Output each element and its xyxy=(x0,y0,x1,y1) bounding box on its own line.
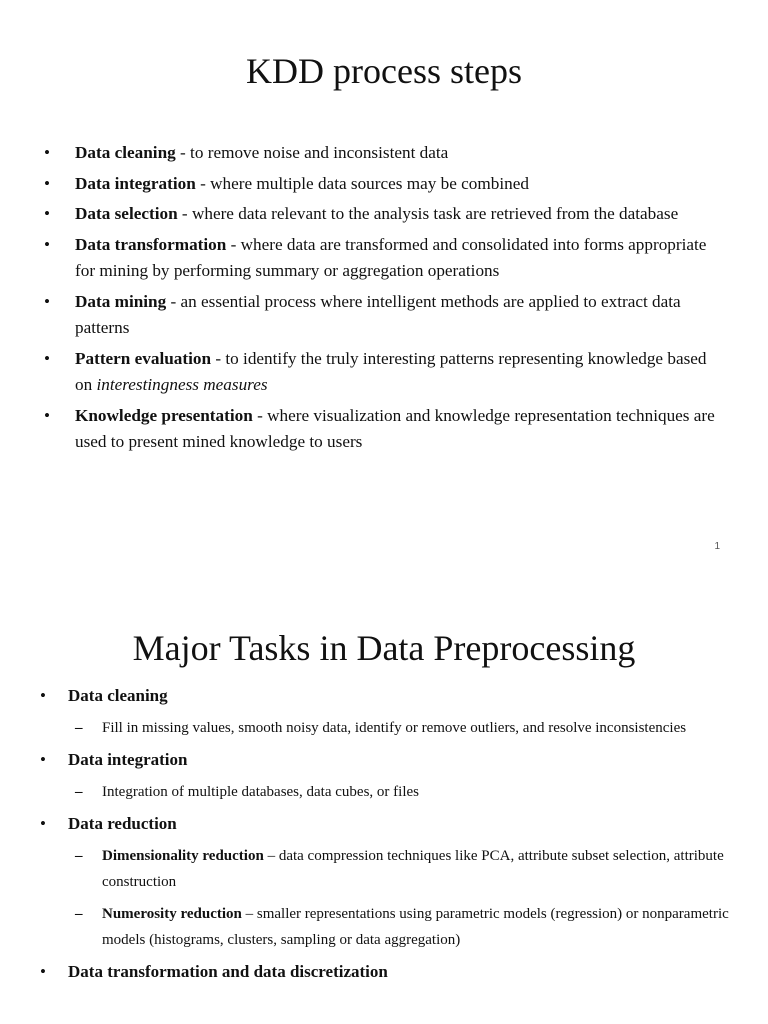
step-term: Data cleaning xyxy=(75,143,176,162)
task-item xyxy=(0,747,768,805)
bullet-icon: • xyxy=(44,291,51,311)
bullet-icon: • xyxy=(44,405,51,425)
kdd-steps-list xyxy=(0,140,768,460)
task-label: Data cleaning xyxy=(68,686,168,705)
step-term: Knowledge presentation xyxy=(75,405,253,425)
subtask-item xyxy=(68,843,748,895)
list-item xyxy=(0,201,768,228)
bullet-icon: • xyxy=(44,234,51,254)
list-item xyxy=(0,346,768,399)
subtask-item xyxy=(68,779,748,805)
subtask-text: Integration of multiple databases, data cubes, or files xyxy=(102,784,419,800)
subtask-text: – data compression techniques like PCA, attribute subset selection, attribute construction xyxy=(102,848,724,890)
step-desc: - to identify the truly interesting patterns representing knowledge based on xyxy=(75,348,707,394)
subtask-term: Dimensionality reduction xyxy=(102,848,264,864)
subtask-list xyxy=(68,715,748,741)
step-term: Data selection xyxy=(75,204,178,223)
tasks-list xyxy=(0,683,768,991)
bullet-icon: • xyxy=(44,143,51,162)
step-term: Data integration xyxy=(75,173,196,193)
subtask-list xyxy=(68,779,748,805)
task-label: Data transformation and data discretization xyxy=(68,962,388,981)
list-item xyxy=(0,140,768,167)
bullet-icon: • xyxy=(40,686,46,705)
task-item xyxy=(0,683,768,741)
step-desc: - where data are transformed and consolidated into forms appropriate for mining by performing summary or aggregation operations xyxy=(75,234,707,280)
dash-icon: – xyxy=(75,906,83,922)
subtask-text: Fill in missing values, smooth noisy data, identify or remove outliers, and resolve inconsistencies xyxy=(102,720,687,736)
bullet-icon: • xyxy=(44,173,51,193)
subtask-term: Numerosity reduction xyxy=(102,906,242,922)
step-desc: - where multiple data sources may be combined xyxy=(195,173,529,193)
task-label: Data reduction xyxy=(68,814,177,833)
bullet-icon: • xyxy=(44,204,51,223)
list-item xyxy=(0,232,768,285)
bullet-icon: • xyxy=(40,962,46,981)
step-desc: - to remove noise and inconsistent data xyxy=(175,143,449,162)
slide-title: Major Tasks in Data Preprocessing xyxy=(132,628,636,668)
subtask-text: – smaller representations using parametric models (regression) or nonparametric models (histograms, clusters, sampling or data aggregation) xyxy=(102,906,729,948)
task-item xyxy=(0,811,768,953)
step-desc: - where visualization and knowledge representation techniques are used to present mined knowledge to users xyxy=(75,405,715,451)
subtask-list xyxy=(68,843,748,953)
subtask-item xyxy=(68,715,748,741)
task-label: Data integration xyxy=(68,750,188,769)
step-term: Pattern evaluation xyxy=(75,348,212,368)
slide-preprocessing-tasks xyxy=(0,568,768,1024)
dash-icon: – xyxy=(75,784,83,800)
dash-icon: – xyxy=(75,720,83,736)
step-desc: - an essential process where intelligent methods are applied to extract data patterns xyxy=(75,291,681,337)
page-number: 1 xyxy=(714,541,720,552)
subtask-item xyxy=(68,901,748,953)
bullet-icon: • xyxy=(40,750,46,769)
bullet-icon: • xyxy=(40,814,46,833)
step-desc-emphasis: interestingness measures xyxy=(96,375,268,394)
step-desc: - where data relevant to the analysis task are retrieved from the database xyxy=(177,204,679,223)
dash-icon: – xyxy=(75,848,83,864)
step-term: Data transformation xyxy=(75,234,227,254)
slide-title: KDD process steps xyxy=(246,51,522,91)
list-item xyxy=(0,403,768,456)
task-item xyxy=(0,959,768,985)
list-item xyxy=(0,289,768,342)
step-term: Data mining xyxy=(75,291,167,311)
list-item xyxy=(0,171,768,198)
bullet-icon: • xyxy=(44,348,51,368)
